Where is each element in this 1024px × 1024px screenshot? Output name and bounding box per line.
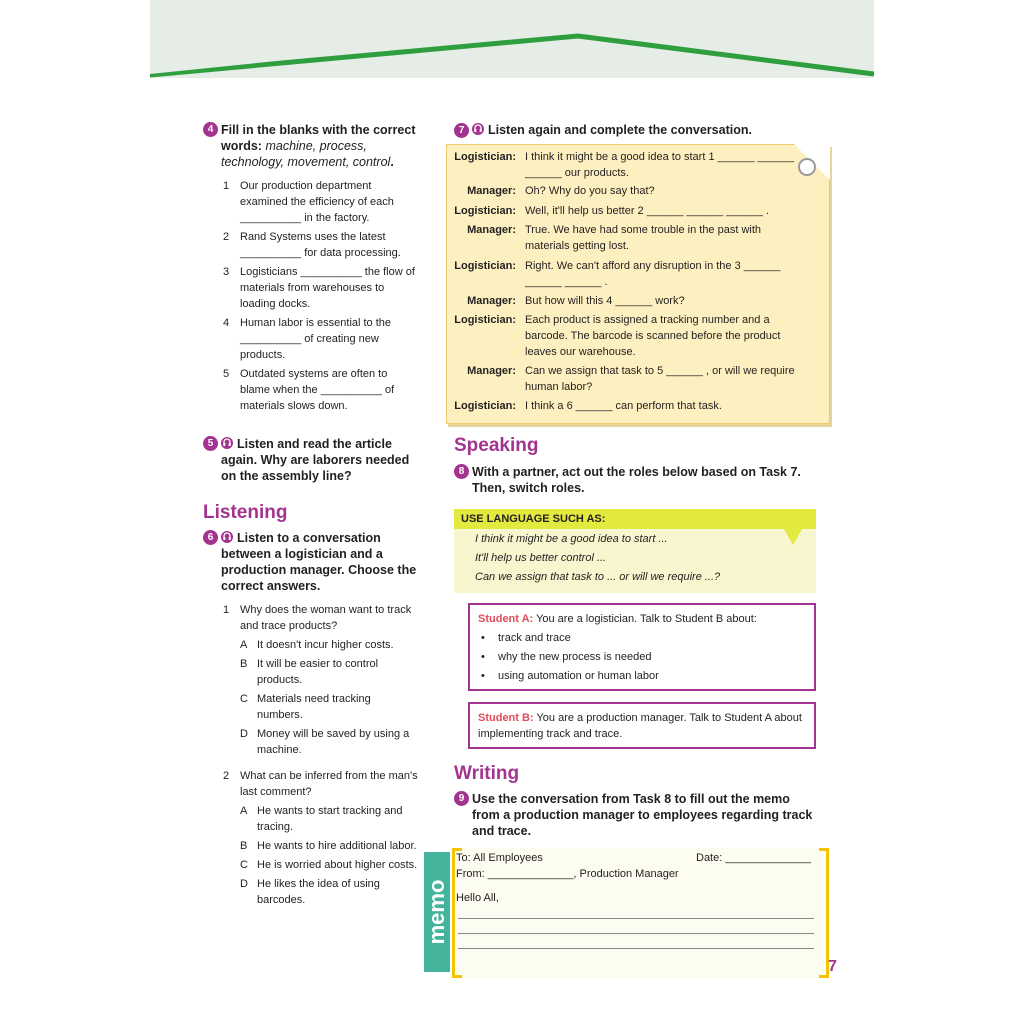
item-number: 1 — [223, 180, 230, 192]
speaker-text: I think it might be a good idea to start 1 ______ ______ ______ our products. — [525, 151, 795, 179]
left-column — [203, 122, 418, 911]
bullet-text: track and trace — [498, 632, 571, 644]
answer-option[interactable] — [240, 838, 418, 854]
bullet-text: using automation or human labor — [498, 670, 659, 682]
student-b-text: You are a production manager. Talk to Student A about implementing track and trace. — [478, 712, 802, 740]
speaker-label: Manager: — [467, 365, 516, 377]
option-text: Money will be saved by using a machine. — [257, 728, 410, 756]
task-8-text: With a partner, act out the roles below based on Task 7. Then, switch roles. — [472, 465, 801, 495]
speaker-text: Right. We can't afford any disruption in the 3 ______ ______ ______ . — [525, 260, 781, 288]
memo-writing-line[interactable] — [458, 933, 814, 934]
use-language-heading: USE LANGUAGE SUCH AS: — [454, 509, 816, 529]
list-item — [223, 264, 418, 312]
speaker-text: But how will this 4 ______ work? — [525, 295, 685, 307]
question-number: 1 — [223, 604, 230, 616]
audio-icon — [221, 437, 233, 449]
task-8-instruction — [454, 464, 819, 496]
speaker-label: Manager: — [467, 224, 516, 236]
item-text: Our production department examined the efficiency of each __________ in the factory. — [240, 180, 394, 224]
speech-tail-icon — [784, 529, 802, 545]
option-letter: D — [240, 878, 248, 890]
task-number-badge: 8 — [454, 464, 469, 479]
question — [223, 602, 418, 634]
conversation-line — [447, 222, 805, 254]
item-number: 3 — [223, 266, 230, 278]
option-text: He is worried about higher costs. — [257, 859, 418, 871]
option-letter: A — [240, 639, 248, 651]
task-5-text: Listen and read the article again. Why are laborers needed on the assembly line? — [221, 437, 410, 483]
question — [223, 768, 418, 800]
use-language-box — [454, 509, 816, 593]
speaker-label: Logistician: — [454, 400, 516, 412]
option-text: He wants to hire additional labor. — [257, 840, 417, 852]
writing-title: Writing — [454, 763, 520, 784]
task-7-text: Listen again and complete the conversation. — [488, 123, 752, 137]
bullet-text: why the new process is needed — [498, 651, 652, 663]
speaker-text: Can we assign that task to 5 ______ , or will we require human labor? — [525, 365, 795, 393]
bullet-icon: • — [481, 670, 485, 682]
question-text: What can be inferred from the man's last comment? — [240, 770, 418, 798]
phrase: Can we assign that task to ... or will we require ...? — [475, 571, 721, 583]
student-a-points — [478, 629, 806, 686]
speaker-text: Each product is assigned a tracking number and a barcode. The barcode is scanned before the product leaves our warehouse. — [525, 314, 781, 358]
speaker-label: Logistician: — [454, 260, 516, 272]
student-a-label: Student A: — [478, 613, 534, 625]
speaker-label: Manager: — [467, 185, 516, 197]
task-6-instruction — [203, 530, 418, 594]
listening-questions — [223, 602, 418, 908]
option-letter: D — [240, 728, 248, 740]
answer-option[interactable] — [240, 726, 418, 758]
conversation-line — [447, 293, 805, 309]
item-text: Human labor is essential to the __________ of creating new products. — [240, 317, 392, 361]
audio-icon — [472, 123, 484, 135]
task-4-words: machine, process, technology, movement, control — [221, 139, 391, 169]
phrase-list — [454, 529, 816, 587]
answer-option[interactable] — [240, 637, 418, 653]
memo-from-field[interactable]: From: ______________, Production Manager — [456, 868, 679, 880]
memo-form — [424, 848, 829, 978]
speaker-label: Logistician: — [454, 314, 516, 326]
task-9-text: Use the conversation from Task 8 to fill out the memo from a production manager to employees regarding track and trace. — [472, 792, 813, 838]
memo-to: To: All Employees — [456, 852, 543, 864]
task-9-instruction — [454, 791, 819, 839]
bullet-item — [478, 648, 806, 667]
question-number: 2 — [223, 770, 230, 782]
task-6-text: Listen to a conversation between a logistician and a production manager. Choose the correct answers. — [221, 531, 417, 593]
answer-option[interactable] — [240, 803, 418, 835]
speaker-label: Manager: — [467, 295, 516, 307]
list-item — [223, 366, 418, 414]
task-number-badge: 6 — [203, 530, 218, 545]
speaker-text: Oh? Why do you say that? — [525, 185, 655, 197]
bullet-item — [478, 629, 806, 648]
speaker-text: Well, it'll help us better 2 ______ ______ ______ . — [525, 205, 770, 217]
speaking-title: Speaking — [454, 435, 539, 456]
question-text: Why does the woman want to track and trace products? — [240, 604, 412, 632]
memo-tab-label: memo — [424, 879, 449, 945]
task-4-instruction: 4 Fill in the blanks with the correct words: machine, process, technology, movement, control. — [203, 122, 418, 170]
conversation-note — [446, 144, 830, 424]
conversation-line — [447, 258, 805, 290]
bullet-item — [478, 667, 806, 686]
item-number: 4 — [223, 317, 230, 329]
list-item — [223, 178, 418, 226]
task-number-badge: 4 — [203, 122, 218, 137]
student-a-box — [468, 603, 816, 691]
speaker-text: True. We have had some trouble in the past with materials getting lost. — [525, 224, 762, 252]
bullet-icon: • — [481, 632, 485, 644]
page-number: 7 — [828, 958, 837, 975]
option-letter: A — [240, 805, 248, 817]
speaker-label: Logistician: — [454, 151, 516, 163]
bullet-icon: • — [481, 651, 485, 663]
conversation-line — [447, 183, 805, 199]
answer-option[interactable] — [240, 857, 418, 873]
answer-option[interactable] — [240, 691, 418, 723]
header-chevron-line — [150, 30, 874, 80]
option-letter: B — [240, 658, 248, 670]
option-text: Materials need tracking numbers. — [257, 693, 371, 721]
memo-tab — [424, 852, 450, 972]
task-7-instruction — [454, 122, 752, 138]
item-text: Rand Systems uses the latest __________ for data processing. — [240, 231, 401, 259]
task-5-instruction — [203, 436, 418, 484]
list-item — [223, 229, 418, 261]
option-text: He likes the idea of using barcodes. — [257, 878, 380, 906]
task-4-items — [223, 178, 418, 414]
student-b-label: Student B: — [478, 712, 534, 724]
memo-writing-line[interactable] — [458, 918, 814, 919]
option-letter: C — [240, 859, 248, 871]
memo-writing-line[interactable] — [458, 948, 814, 949]
speaker-text: I think a 6 ______ can perform that task. — [525, 400, 722, 412]
student-a-text: You are a logistician. Talk to Student B about: — [536, 613, 757, 625]
task-number-badge: 7 — [454, 123, 469, 138]
phrase: It'll help us better control ... — [475, 552, 607, 564]
option-letter: C — [240, 693, 248, 705]
task-number-badge: 9 — [454, 791, 469, 806]
listening-title: Listening — [203, 502, 288, 523]
option-letter: B — [240, 840, 248, 852]
conversation-line — [447, 363, 805, 395]
phrase: I think it might be a good idea to start ... — [475, 533, 668, 545]
answer-option[interactable] — [240, 656, 418, 688]
conversation-line — [447, 149, 805, 181]
item-number: 5 — [223, 368, 230, 380]
option-text: He wants to start tracking and tracing. — [257, 805, 403, 833]
option-text: It will be easier to control products. — [257, 658, 379, 686]
task-4-head: Fill in the blanks with the correct words: — [221, 123, 416, 153]
audio-icon — [221, 531, 233, 543]
conversation-line — [447, 312, 805, 360]
speaker-label: Logistician: — [454, 205, 516, 217]
student-b-box — [468, 702, 816, 749]
conversation-line — [447, 398, 805, 414]
task-number-badge: 5 — [203, 436, 218, 451]
list-item — [223, 315, 418, 363]
item-text: Logisticians __________ the flow of materials from warehouses to loading docks. — [240, 266, 415, 310]
option-text: It doesn't incur higher costs. — [257, 639, 394, 651]
item-number: 2 — [223, 231, 230, 243]
answer-option[interactable] — [240, 876, 418, 908]
item-text: Outdated systems are often to blame when the __________ of materials slows down. — [240, 368, 395, 412]
memo-greeting: Hello All, — [456, 892, 499, 904]
conversation-line — [447, 203, 805, 219]
memo-date-field[interactable]: Date: ______________ — [696, 852, 811, 864]
